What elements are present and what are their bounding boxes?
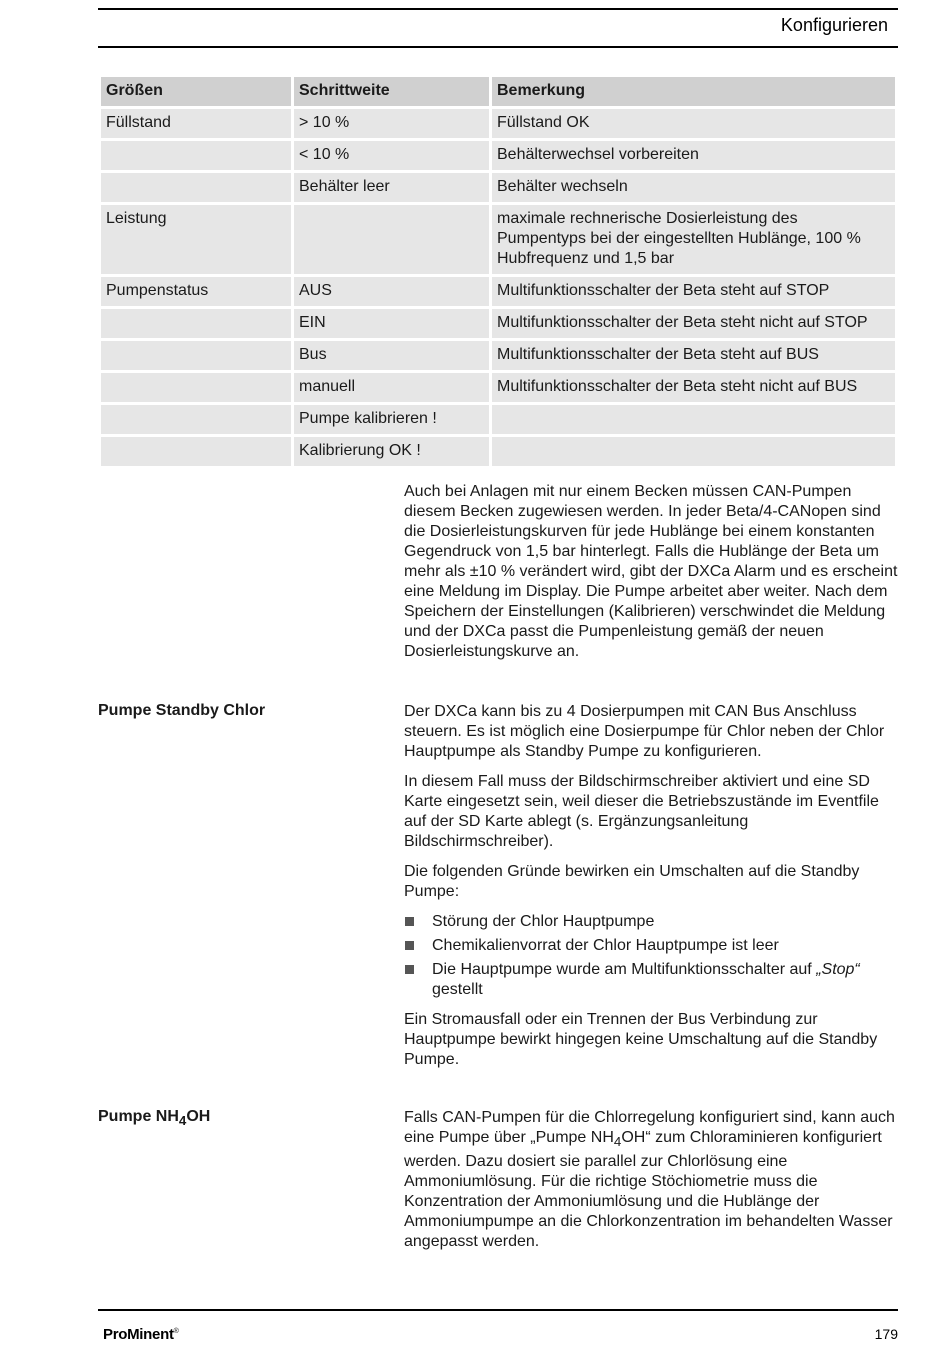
table-header-row bbox=[101, 77, 895, 106]
table-cell bbox=[101, 341, 291, 370]
standby-paragraph-4: Ein Stromausfall oder ein Trennen der Bus Verbindung zur Hauptpumpe bewirkt hingegen keine Umschaltung auf die Standby Pumpe. bbox=[404, 1011, 878, 1068]
list-item bbox=[404, 960, 900, 1000]
list-item bbox=[404, 912, 900, 932]
table-cell: Kalibrierung OK ! bbox=[294, 437, 489, 466]
header-rule-top bbox=[98, 8, 898, 10]
prominent-logo bbox=[103, 1326, 179, 1343]
nh4oh-heading-pre: Pumpe NH bbox=[98, 1108, 179, 1125]
nh4oh-text-post: OH“ zum Chloraminieren konfiguriert werden. Dazu dosiert sie parallel zur Chlorlösung eine Ammoniumlösung. Für die richtige Stöchiometrie muss die Konzentration der Ammoniumlösung und die Hublänge der Ammoniumpumpe an die Chlorkonzentration im behandelten Wasser angepasst werden. bbox=[404, 1129, 893, 1251]
table-cell: Füllstand OK bbox=[492, 109, 895, 138]
intro-paragraph: Auch bei Anlagen mit nur einem Becken müssen CAN-Pumpen diesem Becken zugewiesen werden. In jeder Beta/4-CANopen sind die Dosierleistungskurven für jede Hublänge bei einem konstanten Gegendruck von 1,5 bar hinterlegt. Falls die Hublänge der Beta um mehr als ±10 % verändert wird, gibt der DXCa Alarm und es erscheint eine Meldung im Display. Die Pumpe arbeitet aber weiter. Nach dem Speichern der Einstellungen (Kalibrieren) verschwindet die Meldung und der DXCa passt die Pumpenleistung gemäß der neuen Dosierleistungskurve an. bbox=[404, 483, 898, 660]
table-cell: Pumpenstatus bbox=[101, 277, 291, 306]
list-item-text: Störung der Chlor Hauptpumpe bbox=[432, 913, 655, 930]
stop-emphasis: „Stop“ bbox=[816, 961, 860, 978]
standby-heading: Pumpe Standby Chlor bbox=[98, 702, 266, 719]
table-row bbox=[101, 109, 895, 138]
table-cell: Multifunktionsschalter der Beta steht nicht auf STOP bbox=[492, 309, 895, 338]
nh4oh-text-sub: 4 bbox=[613, 1134, 622, 1150]
table-row bbox=[101, 141, 895, 170]
table-row bbox=[101, 173, 895, 202]
header-groessen: Größen bbox=[101, 77, 291, 106]
nh4oh-section bbox=[404, 1108, 900, 1262]
table-cell bbox=[101, 309, 291, 338]
table-row bbox=[101, 277, 895, 306]
section-title: Konfigurieren bbox=[780, 15, 888, 35]
table-row bbox=[101, 405, 895, 434]
table-row bbox=[101, 205, 895, 274]
standby-paragraph-1: Der DXCa kann bis zu 4 Dosierpumpen mit CAN Bus Anschluss steuern. Es ist möglich eine Dosierpumpe für Chlor neben der Chlor Hauptpumpe als Standby Pumpe zu konfigurieren. bbox=[404, 703, 885, 760]
table-cell: EIN bbox=[294, 309, 489, 338]
table-cell: Multifunktionsschalter der Beta steht auf BUS bbox=[492, 341, 895, 370]
standby-paragraph-3: Die folgenden Gründe bewirken ein Umschalten auf die Standby Pumpe: bbox=[404, 863, 860, 900]
table-cell: Pumpe kalibrieren ! bbox=[294, 405, 489, 434]
list-item-text: Die Hauptpumpe wurde am Multifunktionsschalter auf bbox=[432, 961, 817, 978]
table-cell: AUS bbox=[294, 277, 489, 306]
table-cell: Behälter leer bbox=[294, 173, 489, 202]
standby-section bbox=[404, 702, 900, 1080]
bullet-square-icon bbox=[405, 917, 414, 926]
bullet-square-icon bbox=[405, 965, 414, 974]
table-cell: < 10 % bbox=[294, 141, 489, 170]
table-cell bbox=[294, 205, 489, 274]
table-cell bbox=[492, 437, 895, 466]
parameter-table bbox=[98, 74, 898, 469]
logo-pro: Pro bbox=[103, 1326, 128, 1343]
header-bemerkung: Bemerkung bbox=[492, 77, 895, 106]
table-cell bbox=[101, 141, 291, 170]
table-cell bbox=[492, 405, 895, 434]
table-cell: Multifunktionsschalter der Beta steht nicht auf BUS bbox=[492, 373, 895, 402]
list-item-text-end: gestellt bbox=[432, 981, 483, 998]
list-item bbox=[404, 936, 900, 956]
table-cell bbox=[101, 405, 291, 434]
list-item-text: Chemikalienvorrat der Chlor Hauptpumpe ist leer bbox=[432, 937, 779, 954]
header-schrittweite: Schrittweite bbox=[294, 77, 489, 106]
table-cell: Behälterwechsel vorbereiten bbox=[492, 141, 895, 170]
table-cell: Leistung bbox=[101, 205, 291, 274]
table-cell: Behälter wechseln bbox=[492, 173, 895, 202]
standby-paragraph-2: In diesem Fall muss der Bildschirmschreiber aktiviert und eine SD Karte eingesetzt sein, weil dieser die Betriebszustände im Eventfile auf der SD Karte ablegt (s. Ergänzungsanleitung Bildschirmschreiber). bbox=[404, 773, 879, 850]
table-cell: maximale rechnerische Dosierleistung des Pumpentyps bei der eingestellten Hublänge, 100 % Hubfrequenz und 1,5 bar bbox=[492, 205, 895, 274]
table-row bbox=[101, 341, 895, 370]
page-number: 179 bbox=[874, 1326, 898, 1342]
nh4oh-heading-post: OH bbox=[186, 1108, 211, 1125]
nh4oh-paragraph bbox=[404, 1108, 900, 1252]
table-cell: > 10 % bbox=[294, 109, 489, 138]
intro-section bbox=[404, 482, 900, 672]
table-row bbox=[101, 437, 895, 466]
table-cell: manuell bbox=[294, 373, 489, 402]
logo-minent: Minent bbox=[127, 1326, 174, 1343]
table-row bbox=[101, 309, 895, 338]
table-cell bbox=[101, 437, 291, 466]
footer-rule bbox=[98, 1309, 898, 1311]
logo-registered-mark: ® bbox=[173, 1328, 179, 1335]
standby-reasons-list bbox=[404, 912, 900, 1000]
nh4oh-heading-sub: 4 bbox=[178, 1113, 187, 1129]
nh4oh-text-pre: Falls CAN-Pumpen für die Chlorregelung konfiguriert sind, kann auch eine Pumpe über „Pumpe NH bbox=[404, 1109, 895, 1146]
table-cell: Bus bbox=[294, 341, 489, 370]
table-cell bbox=[101, 373, 291, 402]
header-rule-bottom bbox=[98, 46, 898, 48]
table-row bbox=[101, 373, 895, 402]
table-cell: Füllstand bbox=[101, 109, 291, 138]
nh4oh-heading bbox=[98, 1108, 210, 1128]
bullet-square-icon bbox=[405, 941, 414, 950]
table-cell bbox=[101, 173, 291, 202]
table-cell: Multifunktionsschalter der Beta steht auf STOP bbox=[492, 277, 895, 306]
